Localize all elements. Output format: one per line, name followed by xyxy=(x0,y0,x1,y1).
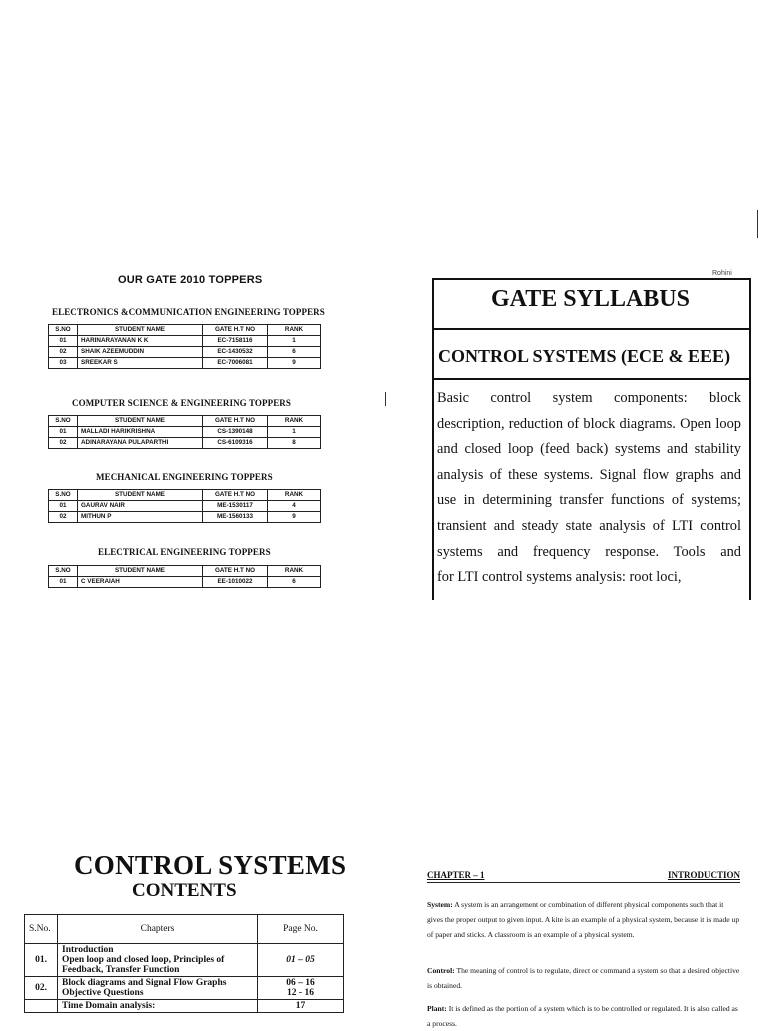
corner-note: Rohini xyxy=(712,270,732,277)
divider xyxy=(432,378,749,380)
table-row: 02 SHAIK AZEEMUDDIN EC-1430532 6 xyxy=(49,347,321,358)
syllabus-line: systems and frequency response. Tools and xyxy=(437,543,741,560)
table-row: 01. Introduction Open loop and closed loop, Principles of Feedback, Transfer Function 01 – 05 xyxy=(25,944,344,977)
syllabus-line: for LTI control systems analysis: root loci, xyxy=(437,569,682,586)
syllabus-line: use in determining transfer functions of systems; xyxy=(437,492,741,509)
col-page: Page No. xyxy=(258,915,344,944)
cse-heading: COMPUTER SCIENCE & ENGINEERING TOPPERS xyxy=(72,398,291,408)
mech-heading: MECHANICAL ENGINEERING TOPPERS xyxy=(96,472,273,482)
syllabus-line: transient and steady state analysis of LTI control xyxy=(437,517,741,534)
col-sno: S.NO xyxy=(49,325,78,336)
contents-book-title: CONTROL SYSTEMS xyxy=(74,850,347,880)
col-sno: S.No. xyxy=(25,915,58,944)
definition-control: Control: The meaning of control is to regulate, direct or command a system so that a desired objective is obtained. xyxy=(427,966,740,990)
contents-heading: CONTENTS xyxy=(132,880,237,901)
divider xyxy=(432,328,749,330)
table-row: 02 MITHUN P ME-1560133 9 xyxy=(49,512,321,523)
table-row: 01 HARINARAYANAN K K EC-7158116 1 xyxy=(49,336,321,347)
cse-table: S.NO STUDENT NAME GATE H.T NO RANK 01 MALLADI HARIKRISHNA CS-1390148 1 02 ADINARAYANA PULAPARTHI CS-6109316 8 xyxy=(48,415,321,449)
syllabus-line: analysis of these systems. Signal flow graphs and xyxy=(437,466,741,483)
table-row: 01 GAURAV NAIR ME-1530117 4 xyxy=(49,501,321,512)
col-name: STUDENT NAME xyxy=(78,325,203,336)
scan-mark-right xyxy=(757,210,758,238)
table-row: 03 SREEKAR S EC-7006081 9 xyxy=(49,358,321,369)
chapter-label: CHAPTER – 1 xyxy=(427,870,485,880)
syllabus-title: GATE SYLLABUS xyxy=(491,286,690,312)
definition-system: System: A system is an arrangement or combination of different physical components such that it gives the proper output to given input. A kite is an example of a physical system, because it is made up of paper and sticks. A classroom is an example of a physical system. xyxy=(427,900,740,939)
syllabus-line: description, reduction of block diagrams. Open loop xyxy=(437,415,741,432)
toppers-title: OUR GATE 2010 TOPPERS xyxy=(118,274,263,286)
table-row: 01 MALLADI HARIKRISHNA CS-1390148 1 xyxy=(49,427,321,438)
eee-heading: ELECTRICAL ENGINEERING TOPPERS xyxy=(98,547,271,557)
table-row: Time Domain analysis: 17 xyxy=(25,1000,344,1013)
syllabus-line: Basic control system components: block xyxy=(437,390,741,406)
chapter-heading: INTRODUCTION xyxy=(667,870,740,880)
col-chapters: Chapters xyxy=(58,915,258,944)
col-rank: RANK xyxy=(268,325,321,336)
scan-mark xyxy=(385,392,386,406)
table-row: 02 ADINARAYANA PULAPARTHI CS-6109316 8 xyxy=(49,438,321,449)
divider xyxy=(427,882,740,883)
ece-heading: ELECTRONICS &COMMUNICATION ENGINEERING TOPPERS xyxy=(52,307,325,317)
syllabus-body xyxy=(437,386,741,591)
mech-table: S.NO STUDENT NAME GATE H.T NO RANK 01 GAURAV NAIR ME-1530117 4 02 MITHUN P ME-1560133 9 xyxy=(48,489,321,523)
table-row: 02. Block diagrams and Signal Flow Graphs Objective Questions 06 – 16 12 - 16 xyxy=(25,977,344,1000)
ece-table xyxy=(48,324,321,369)
eee-table: S.NO STUDENT NAME GATE H.T NO RANK 01 C VEERAIAH EE-1010022 6 xyxy=(48,565,321,588)
contents-table xyxy=(24,914,344,1013)
syllabus-line: and closed loop (feed back) systems and stability xyxy=(437,441,741,458)
table-row: 01 C VEERAIAH EE-1010022 6 xyxy=(49,577,321,588)
definition-plant: Plant: It is defined as the portion of a system which is to be controlled or regulated. It is also called as a process. xyxy=(427,1004,738,1028)
col-htno: GATE H.T NO xyxy=(203,325,268,336)
syllabus-subtitle: CONTROL SYSTEMS (ECE & EEE) xyxy=(438,346,731,366)
